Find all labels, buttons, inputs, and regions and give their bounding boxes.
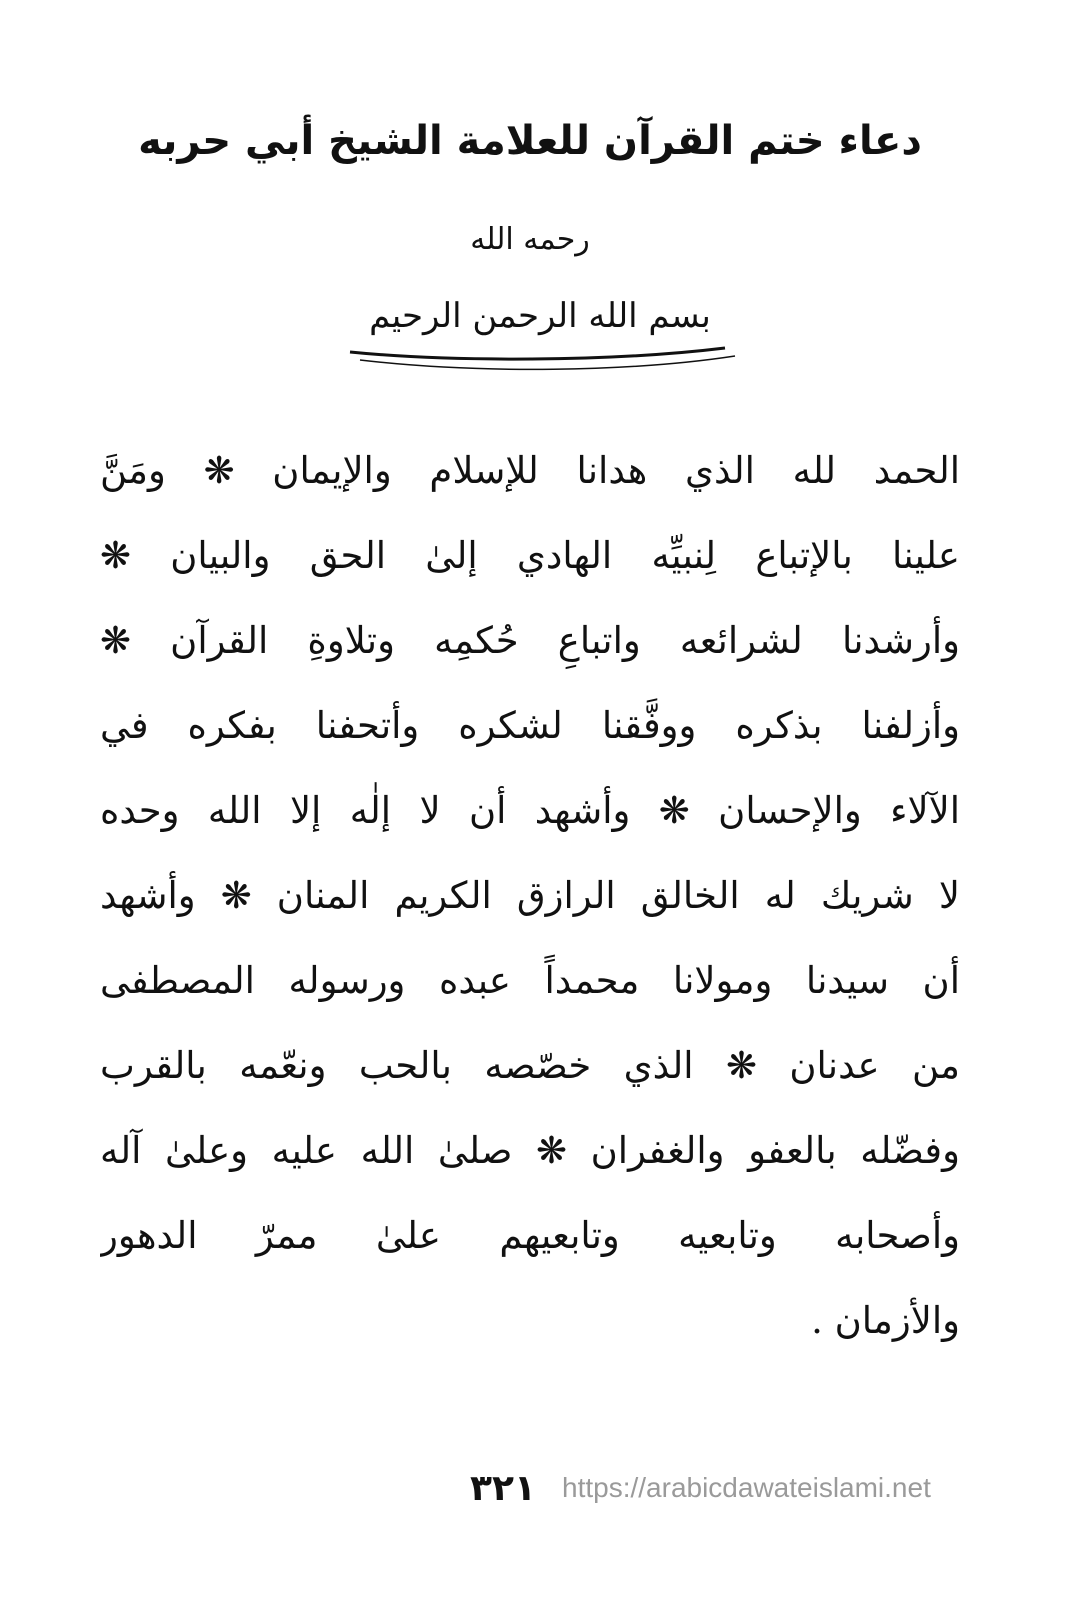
text-line: والأزمان . — [811, 1299, 960, 1342]
text-line: الآلاء والإحسان ❋ وأشهد أن لا إلٰه إلا الله وحده — [100, 789, 960, 832]
text-line: وأصحابه وتابعيه وتابعيهم علىٰ ممرّ الدهور — [100, 1214, 960, 1257]
prayer-text — [100, 428, 960, 1363]
page-footer — [470, 1468, 1000, 1518]
text-line: من عدنان ❋ الذي خصّصه بالحب ونعّمه بالقرب — [100, 1044, 960, 1087]
text-line: علينا بالإتباع لِنبيِّه الهادي إلىٰ الحق والبيان ❋ — [100, 534, 960, 577]
text-line: وأرشدنا لشرائعه واتباعِ حُكمِه وتلاوةِ القرآن ❋ — [100, 619, 960, 662]
basmala-text: بسم الله الرحمن الرحيم — [369, 296, 711, 336]
text-line: وأزلفنا بذكره ووفَّقنا لشكره وأتحفنا بفكره في — [100, 704, 960, 747]
text-line: أن سيدنا ومولانا محمداً عبده ورسوله المصطفى — [100, 959, 960, 1002]
page-number: ٣٢١ — [470, 1468, 536, 1509]
page-title: دعاء ختم القرآن للعلامة الشيخ أبي حربه — [138, 118, 922, 164]
basmala-calligraphy — [330, 290, 750, 380]
watermark-url: https://arabicdawateislami.net — [562, 1472, 931, 1503]
text-line: لا شريك له الخالق الرازق الكريم المنان ❋ وأشهد — [100, 874, 960, 917]
page-subtitle: رحمه الله — [470, 222, 590, 257]
basmala-flourish-icon — [330, 290, 750, 380]
text-line: الحمد لله الذي هدانا للإسلام والإيمان ❋ ومَنَّ — [100, 449, 960, 492]
text-line: وفضّله بالعفو والغفران ❋ صلىٰ الله عليه وعلىٰ آله — [100, 1129, 960, 1172]
